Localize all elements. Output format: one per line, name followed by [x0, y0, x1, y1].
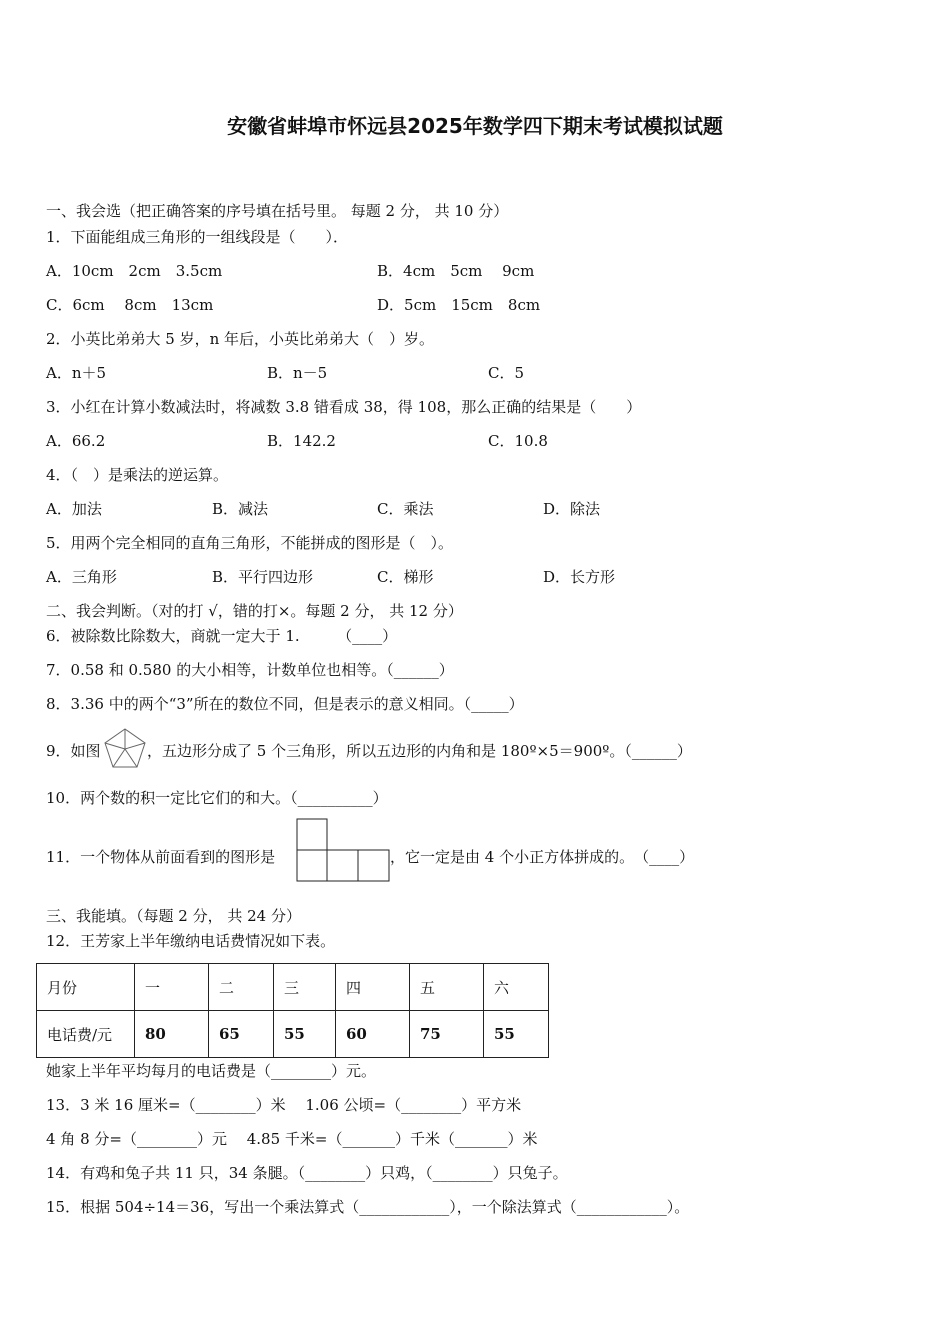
question-5: 5．用两个完全相同的直角三角形，不能拼成的图形是（ ）。 — [46, 534, 454, 552]
table-cell: 75 — [410, 1011, 484, 1058]
question-12-ask: 她家上半年平均每月的电话费是（________）元。 — [46, 1062, 377, 1080]
q2-option-b: B．n－5 — [267, 364, 328, 382]
question-11-text: ，它一定是由 4 个小正方体拼成的。 （____） — [390, 848, 695, 866]
question-1: 1．下面能组成三角形的一组线段是（ ）． — [46, 228, 349, 246]
page-title: 安徽省蚌埠市怀远县2025年数学四下期末考试模拟试题 — [227, 114, 723, 138]
table-cell: 月份 — [37, 964, 135, 1011]
q2-option-c: C．5 — [488, 364, 525, 382]
q4-option-c: C．乘法 — [377, 500, 434, 518]
q5-option-b: B．平行四边形 — [212, 568, 314, 586]
q1-option-c: C．6cm 8cm 13cm — [46, 296, 214, 314]
q5-option-d: D．长方形 — [543, 568, 616, 586]
table-cell: 55 — [274, 1011, 336, 1058]
question-6: 6．被除数比除数大，商就一定大于 1. （____） — [46, 627, 398, 645]
q1-option-a: A．10cm 2cm 3.5cm — [46, 262, 223, 280]
question-11-prefix: 11．一个物体从前面看到的图形是 — [46, 848, 276, 866]
question-13-line-2: 4 角 8 分=（________）元 4.85 千米=（_______）千米（_______）米 — [46, 1130, 538, 1148]
pentagon-figure — [103, 727, 147, 769]
table-cell: 一 — [135, 964, 209, 1011]
q3-option-a: A．66.2 — [46, 432, 106, 450]
phone-fee-table — [36, 963, 549, 1058]
table-cell: 60 — [336, 1011, 410, 1058]
table-cell: 六 — [484, 964, 549, 1011]
front-view-figure — [296, 818, 391, 882]
question-3: 3．小红在计算小数减法时，将减数 3.8 错看成 38，得 108，那么正确的结果是（ ） — [46, 398, 642, 416]
q4-option-a: A．加法 — [46, 500, 102, 518]
table-cell: 五 — [410, 964, 484, 1011]
question-7: 7．0.58 和 0.580 的大小相等，计数单位也相等。（______） — [46, 661, 454, 679]
table-cell: 65 — [209, 1011, 274, 1058]
question-13-line-1: 13．3 米 16 厘米=（________）米 1.06 公顷=（________）平方米 — [46, 1096, 522, 1114]
table-cell: 55 — [484, 1011, 549, 1058]
q4-option-b: B．减法 — [212, 500, 269, 518]
question-8: 8．3.36 中的两个“3”所在的数位不同，但是表示的意义相同。（_____） — [46, 695, 524, 713]
question-2: 2．小英比弟弟大 5 岁，n 年后，小英比弟弟大（ ）岁。 — [46, 330, 435, 348]
question-12: 12．王芳家上半年缴纳电话费情况如下表。 — [46, 932, 336, 950]
q1-option-b: B．4cm 5cm 9cm — [377, 262, 535, 280]
q2-option-a: A．n＋5 — [46, 364, 107, 382]
q3-option-b: B．142.2 — [267, 432, 336, 450]
table-cell: 四 — [336, 964, 410, 1011]
table-cell: 三 — [274, 964, 336, 1011]
table-row — [37, 1011, 549, 1058]
table-cell: 二 — [209, 964, 274, 1011]
q3-option-c: C．10.8 — [488, 432, 548, 450]
q5-option-a: A．三角形 — [46, 568, 117, 586]
table-cell: 电话费/元 — [37, 1011, 135, 1058]
question-9-prefix: 9．如图 — [46, 742, 101, 760]
q4-option-d: D．除法 — [543, 500, 601, 518]
table-header-row — [37, 964, 549, 1011]
section-2-heading: 二、我会判断。（对的打 √，错的打×。每题 2 分， 共 12 分） — [46, 602, 463, 620]
question-4: 4．（ ）是乘法的逆运算。 — [46, 466, 229, 484]
section-3-heading: 三、我能填。（每题 2 分， 共 24 分） — [46, 907, 301, 925]
question-15: 15．根据 504÷14＝36，写出一个乘法算式（____________），一个除法算式（____________）。 — [46, 1198, 690, 1216]
q5-option-c: C．梯形 — [377, 568, 434, 586]
question-10: 10．两个数的积一定比它们的和大。（__________） — [46, 789, 388, 807]
table-cell: 80 — [135, 1011, 209, 1058]
q1-option-d: D．5cm 15cm 8cm — [377, 296, 541, 314]
question-14: 14．有鸡和兔子共 11 只，34 条腿。（________）只鸡，（________）只兔子。 — [46, 1164, 568, 1182]
question-9-text: ，五边形分成了 5 个三角形，所以五边形的内角和是 180º×5＝900º。（______） — [147, 742, 692, 760]
section-1-heading: 一、我会选（把正确答案的序号填在括号里。 每题 2 分， 共 10 分） — [46, 202, 509, 220]
